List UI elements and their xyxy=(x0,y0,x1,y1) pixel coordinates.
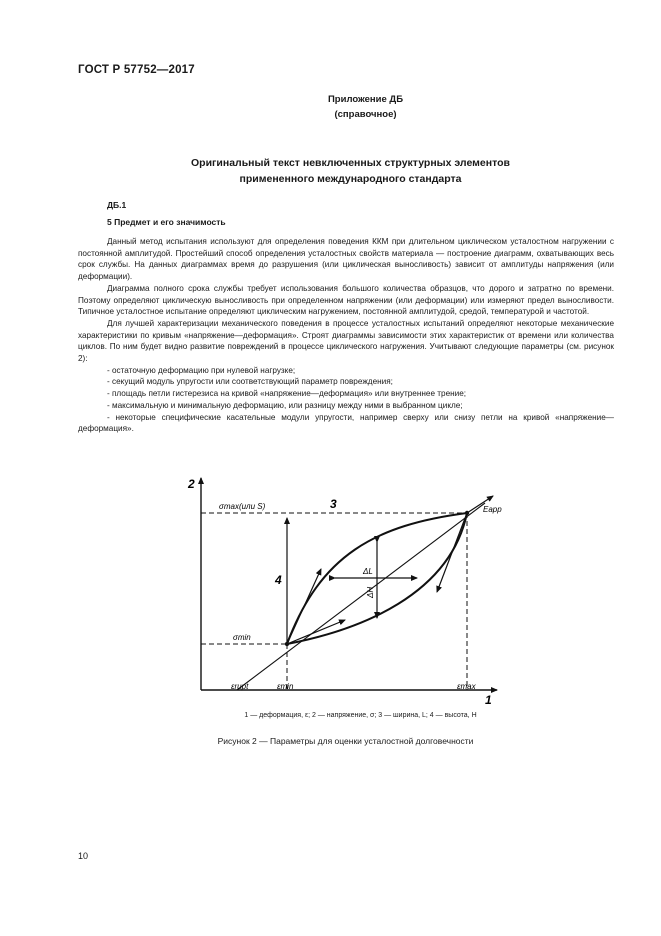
label-delta-l: ΔL xyxy=(363,567,373,576)
paragraph-1: Данный метод испытания используют для определения поведения ККМ при длительном циклическом усталостном нагружении с постоянной амплитудой. Простейший способ определения усталостных свойств материала — построение диаграмм, охватывающих весь срок службы. На данных диаграммах время до разрушения (или циклическая выносливость) зависит от амплитуды напряжения (или деформации). xyxy=(78,237,614,282)
main-title xyxy=(0,155,661,187)
list-item: - некоторые специфические касательные модули упругости, например сверху или снизу петли на кривой «напряжение—деформация». xyxy=(78,412,614,434)
min-point-dot xyxy=(285,642,289,646)
figure-caption: Рисунок 2 — Параметры для оценки усталостной долговечности xyxy=(217,736,474,746)
section-number: ДБ.1 xyxy=(107,200,127,210)
list-item: - секущий модуль упругости или соответствующий параметр повреждения; xyxy=(107,377,393,387)
label-eps-rupt: εrupt xyxy=(231,682,249,691)
label-sigma-max: σmax(или S) xyxy=(219,502,266,511)
label-delta-h: ΔH xyxy=(366,586,375,598)
figure-legend: 1 — деформация, ε; 2 — напряжение, σ; 3 — ширина, L; 4 — высота, H xyxy=(244,712,477,719)
list-item: - максимальную и минимальную деформацию, или разницу между ними в выбранном цикле; xyxy=(107,400,463,410)
figure-hysteresis-diagram xyxy=(185,470,515,710)
list-item: - остаточную деформацию при нулевой нагрузке; xyxy=(107,365,296,375)
page-number: 10 xyxy=(78,851,89,861)
tangent-arrow-lower-left xyxy=(287,569,321,644)
hysteresis-diagram-svg xyxy=(185,470,515,705)
label-e-app: Eapp xyxy=(483,505,502,514)
list-item: - площадь петли гистерезиса на кривой «напряжение—деформация» или внутреннее трение; xyxy=(107,389,467,399)
body-text xyxy=(78,236,614,435)
secant-line xyxy=(237,503,485,690)
main-title-line1: Оригинальный текст невключенных структурных элементов xyxy=(191,157,510,169)
page-header-standard: ГОСТ Р 57752—2017 xyxy=(78,64,195,76)
label-width-3: 3 xyxy=(330,497,337,511)
paragraph-2: Диаграмма полного срока службы требует использования большого количества образцов, что дорого и затратно по времени. Поэтому определяют циклическую выносливость при определенном напряжении (или деформации) или измеряют предел выносливости. Типичное усталостное испытание определяют циклическим нагружением, постоянной амплитудой, средой, температурой и частотой. xyxy=(78,283,614,317)
label-sigma-min: σmin xyxy=(233,633,251,642)
max-point-dot xyxy=(465,511,469,515)
annex-subtitle: (справочное) xyxy=(334,109,397,120)
main-title-line2: примененного международного стандарта xyxy=(239,173,462,185)
label-eps-max: εmax xyxy=(457,682,476,691)
annex-title: Приложение ДБ xyxy=(327,94,404,105)
tangent-arrow-upper-down xyxy=(437,513,467,592)
label-height-4: 4 xyxy=(275,573,282,587)
x-axis-label: 1 xyxy=(485,693,492,705)
y-axis-label: 2 xyxy=(188,477,195,491)
label-eps-min: εmin xyxy=(277,682,294,691)
paragraph-3: Для лучшей характеризации механического поведения в процессе усталостных испытаний определяют некоторые механические характеристики по кривым «напряжение—деформация». Строят диаграммы зависимости этих характеристик от времени или количества циклов. По ним будет видно развитие повреждений в процессе циклического нагружения. Учитывают следующие параметры (см. рисунок 2): xyxy=(78,318,614,364)
section-heading: 5 Предмет и его значимость xyxy=(107,217,226,227)
